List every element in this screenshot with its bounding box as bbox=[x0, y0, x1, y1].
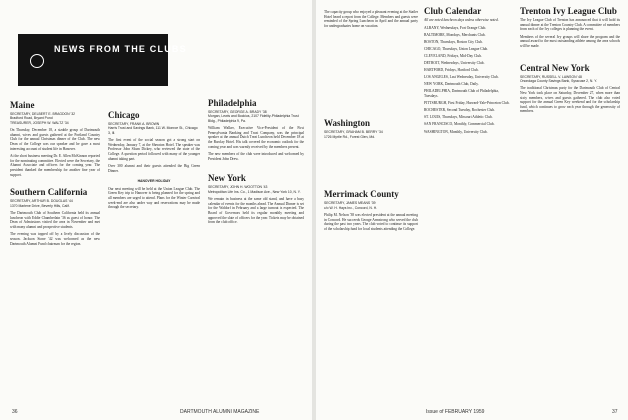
calendar-entry: PITTSBURGH, First Friday, Harvard-Yale-Princeton Club. bbox=[424, 101, 510, 106]
calendar-entry: BALTIMORE, Mondays, Merchants Club. bbox=[424, 32, 486, 37]
southern-california-paragraph-2: The evening was topped off by a lively discussion of the season. Jackson Stone '42 was welcomed as the new Dartmouth Alumni Fund chairman for the region. bbox=[10, 232, 100, 246]
merrimack-paragraph: Philip M. Nelson '38 was elected president at the annual meeting in Concord. He succeeds George Armstrong who served the club during the past two years. The club voted to continue its support of the scholarship fund for local students attending the College. bbox=[324, 213, 418, 231]
hanover-holiday-subheading: HANOVER HOLIDAY bbox=[137, 179, 171, 184]
philadelphia-address: Morgan, Lewis and Bockius, 2107 Fidelity-Philadelphia Trust Bldg., Philadelphia 9, Pa. bbox=[208, 114, 299, 123]
merrimack-secretary: SECRETARY, JAMES MEANS '39 bbox=[324, 201, 376, 206]
new-york-secretary: SECRETARY, JOHN H. WOOTTON '43 bbox=[208, 185, 268, 190]
right-page bbox=[316, 0, 628, 420]
calendar-entry: ALBANY, Wednesdays, Fort Orange Club. bbox=[424, 25, 487, 30]
calendar-entry: ST. LOUIS, Thursdays, Missouri Athletic Club. bbox=[424, 115, 493, 120]
calendar-entry: WASHINGTON, Monthly, University Club. bbox=[424, 129, 488, 134]
chicago-secretary: SECRETARY, FRANK A. BROWN bbox=[108, 122, 160, 126]
southern-california-secretary: SECRETARY, ARTHUR B. DOUGLAS '44 bbox=[10, 199, 73, 204]
maine-treasurer: TREASURER, JOSEPH W. WALTZ '34 bbox=[10, 120, 69, 125]
club-calendar bbox=[424, 6, 514, 390]
calendar-entry: CHICAGO, Thursdays, Union League Club. bbox=[424, 46, 489, 51]
calendar-list bbox=[424, 26, 514, 135]
calendar-entry: CLEVELAND, Fridays, Mid-Day Club. bbox=[424, 53, 482, 58]
right-column-3 bbox=[520, 6, 620, 406]
trenton-paragraph-1: The Ivy League Club of Trenton has announced that it will hold its annual dinner at the Trenton Country Club. A committee of members from each of the Ivy colleges is planning the event. bbox=[520, 18, 620, 32]
central-new-york-heading: Central New York bbox=[520, 62, 590, 73]
banner-title: NEWS FROM THE CLUBS bbox=[54, 44, 187, 54]
merrimack-address: c/o W. H. Hays Inc., Concord, N. H. bbox=[324, 205, 378, 210]
right-page-number: 37 bbox=[612, 409, 618, 415]
chicago-address: Harris Trust and Savings Bank, 111 W. Monroe St., Chicago 3, Ill. bbox=[108, 126, 198, 135]
calendar-entry: NEW YORK, Dartmouth Club, Daily. bbox=[424, 82, 479, 87]
continued-text: The capacity group who enjoyed a pleasant evening at the Statler Hotel heard a report from the College. Members and guests were reminded of the Spring Luncheon in April and the annual party for undergraduates home on vacation. bbox=[324, 10, 418, 28]
calendar-entry: ROCHESTER, Second Tuesday, Rochester Club. bbox=[424, 108, 495, 113]
club-calendar-intro: All are noted luncheon days unless otherwise noted. bbox=[424, 18, 499, 22]
calendar-entry: SAN FRANCISCO, Monthly, Commercial Club. bbox=[424, 122, 495, 127]
left-column-1 bbox=[10, 100, 100, 405]
trenton-heading: Trenton Ivy League Club bbox=[520, 6, 617, 16]
chicago-paragraph-1: The first event of the social season got a strong start on Wednesday, January 7, at the Sheraton Hotel. The speaker was Professor John Sloan Dickey, who reviewed the state of the College. A question period followed with many of the younger alumni taking part. bbox=[108, 138, 200, 161]
club-emblem-icon bbox=[30, 54, 44, 68]
trenton-paragraph-2: Members of the several Ivy groups will share the program and the annual award to the most outstanding athlete among the area schools will be made. bbox=[520, 34, 620, 48]
chicago-paragraph-2: Over 300 alumni and their guests attended the Big Green Dinner. bbox=[108, 164, 200, 173]
southern-california-address: 1370 Marlene Drive, Beverly Hills, Calif. bbox=[10, 203, 70, 208]
new-york-address: Metropolitan Life Ins. Co., 1 Madison Ave., New York 10, N. Y. bbox=[208, 189, 301, 194]
left-column-3 bbox=[208, 4, 304, 404]
philadelphia-heading: Philadelphia bbox=[208, 98, 257, 108]
maine-heading: Maine bbox=[10, 100, 35, 110]
central-new-york-paragraph: The traditional Christmas party for the Dartmouth Club of Central New York took place on Saturday, December 27, when more than sixty members, wives and guests gathered. The club also voted support for the annual Green Key weekend and for the scholarship fund, which continues to grow each year through the generosity of members. bbox=[520, 86, 620, 114]
maine-address: Bradford Road, Bryant Pond bbox=[10, 116, 53, 121]
left-column-2 bbox=[108, 96, 200, 406]
washington-address: 1726 Myrtle Rd., Forest Glen, Md. bbox=[324, 134, 376, 139]
maine-paragraph-2: At the short business meeting Dr. E. Allen McKinnon reported for the nominating committee. Elected were the Secretary, the Alumni Associate and officers for the coming year. The president thanked the membership for another fine year of support. bbox=[10, 154, 100, 177]
left-page bbox=[0, 0, 312, 420]
hanover-holiday-paragraph: Our next meeting will be held at the Union League Club. The Green Key trip to Hanover is being planned for the spring and all members are urged to attend. Plans for the Winter Carnival week-end are also under way and reservations may be made through the secretary. bbox=[108, 186, 200, 210]
calendar-entry: LOS ANGELES, Last Wednesday, University Club. bbox=[424, 75, 499, 80]
maine-secretary: SECRETARY, DELBERT E. BRAGDON '32 bbox=[10, 112, 75, 116]
maine-paragraph-1: On Thursday, December 18, a sizable group of Dartmouth alumni, wives and guests gathered at the Portland Country Club for the annual Christmas dinner of the Club. The new Dean of the College was our speaker and he gave a most interesting account of student life in Hanover. bbox=[10, 128, 100, 151]
new-york-paragraph: We remain in business at the same old stand, and have a busy calendar of events for the months ahead. The Annual Dinner is set for the Waldorf in February and a large turnout is expected. The Board of Governors held its regular monthly meeting and approved the slate of officers for the year. Tickets may be obtained from the club office. bbox=[208, 197, 304, 225]
club-calendar-heading: Club Calendar bbox=[424, 6, 482, 16]
calendar-entry: BOSTON, Thursdays, Boston City Club. bbox=[424, 39, 483, 44]
central-new-york-secretary: SECRETARY, RUSSELL V. LAWSON '48 bbox=[520, 74, 582, 79]
washington-secretary: SECRETARY, GRAHAM B. BERRY '34 bbox=[324, 130, 383, 135]
issue-date: Issue of FEBRUARY 1959 bbox=[426, 409, 485, 415]
philadelphia-secretary: SECRETARY, GEORGE A. BRADY '38 bbox=[208, 110, 267, 114]
calendar-entry: PHILADELPHIA, Dartmouth Club of Philadelphia, Tuesdays. bbox=[424, 89, 499, 99]
philadelphia-paragraph-2: The new members of the club were introduced and welcomed by President John Drew. bbox=[208, 152, 304, 161]
central-new-york-address: Onondaga County Savings Bank, Syracuse 2, N. Y. bbox=[520, 78, 597, 83]
philadelphia-paragraph-1: William Walker, Executive Vice-President of the First Pennsylvania Banking and Trust Company, was the principal speaker at the annual Dutch Treat Luncheon held December 18 at the Barclay Hotel. His talk covered the economic outlook for the coming year and was warmly received by the members present. bbox=[208, 126, 304, 149]
calendar-entry: DETROIT, Wednesdays, University Club. bbox=[424, 61, 485, 66]
southern-california-heading: Southern California bbox=[10, 187, 88, 198]
magazine-title: DARTMOUTH ALUMNI MAGAZINE bbox=[180, 409, 260, 415]
southern-california-paragraph-1: The Dartmouth Club of Southern California held its annual luncheon with Eddie Chamberlain '36 as guest of honor. The Dean of Admissions visited the area in November and met with many alumni and prospective students. bbox=[10, 210, 100, 229]
new-york-heading: New York bbox=[208, 173, 246, 184]
merrimack-heading: Merrimack County bbox=[324, 189, 399, 200]
left-page-number: 36 bbox=[12, 409, 18, 415]
right-column-1 bbox=[324, 8, 418, 406]
washington-heading: Washington bbox=[324, 118, 371, 129]
chicago-heading: Chicago bbox=[108, 110, 140, 120]
calendar-entry: HARTFORD, Fridays, Hartford Club. bbox=[424, 68, 479, 73]
